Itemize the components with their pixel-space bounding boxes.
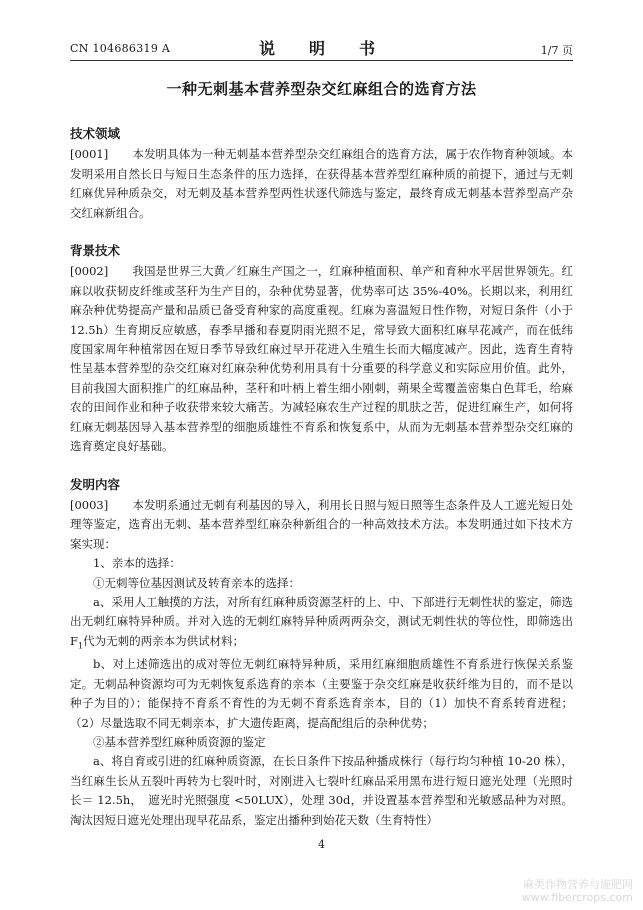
list-item-basic-nutrition: ②基本营养型红麻种质资源的鉴定 bbox=[93, 735, 266, 750]
patent-number: CN 104686319 A bbox=[70, 42, 171, 55]
section-heading-invention: 发明内容 bbox=[70, 476, 121, 492]
list-item-parent-selection: 1、亲本的选择： bbox=[93, 556, 181, 571]
section-heading-tech-field: 技术领域 bbox=[70, 126, 121, 141]
item-a-subscript: 1 bbox=[77, 641, 84, 651]
paragraph-text: 本发明系通过无刺有利基因的导入，利用长日照与短日照等生态条件及人工遮光短日处理等鉴定，选育出无刺、基本营养型红麻杂种新组合的一种高效技术方法。本发明通过如下技术方案实现： bbox=[70, 497, 573, 551]
paragraph-text: 我国是世界三大黄／红麻生产国之一，红麻种植面积、单产和育种水平居世界领先。红麻以收获韧皮纤维或茎秆为生产目的，杂种优势显著，优势率可达 35%-40%。长期以来，利用红麻杂种优势提高产量和品质已备受育种家的高度重视。红麻为喜温短日性作物，对短日条件（小于 12.5h）生育期反应敏感，春季早播和春夏阴雨光照不足，常导致大面积红麻早花减产，而在低纬度国家周年种植常因在短日季节导致红麻过早开花进入生殖生长而大幅度减产。因此，选育生育特性呈基本营养型的杂交红麻对红麻杂种优势利用具有十分重要的科学意义和实际应用价值。此外，目前我国大面积推广的红麻品种，茎秆和叶柄上着生细小刚刺，蒴果全莺覆盖密集白色茸毛，给麻农的田间作业和种子收获带来较大痛苦。为减轻麻农生产过程的肌肤之苦，促进红麻生产，如何将红麻无刺基因导入基本营养型的细胞质雄性不育系和恢复系中，从而为无刺基本营养型杂交红麻的选育奠定良好基础。 bbox=[70, 264, 573, 454]
header-divider bbox=[70, 60, 573, 61]
paragraph-0001 bbox=[70, 145, 573, 223]
paragraph-number: [0002] bbox=[70, 264, 109, 279]
header-title: 说 明 书 bbox=[258, 39, 384, 58]
list-item-a bbox=[70, 593, 573, 656]
document-body bbox=[70, 120, 573, 830]
page-number: 4 bbox=[318, 838, 325, 851]
watermark-line-2: www.fibercrops.com bbox=[521, 891, 633, 904]
paragraph-text: 本发明具体为一种无刺基本营养型杂交红麻组合的选育方法，属于农作物育种领域。本发明采用自然长日与短日生态条件的压力选择，在获得基本营养型红麻种质的前提下，通过与无刺红麻优异种质杂交，对无刺及基本营养型两性状逐代筛选与鉴定，最终育成无刺基本营养型高产杂交红麻新组合。 bbox=[70, 147, 573, 220]
watermark bbox=[522, 878, 633, 904]
watermark-line-1: 麻类作物营养与施肥网 bbox=[523, 878, 633, 891]
list-item-thornless-test: ①无刺等位基因测试及转育亲本的选择： bbox=[93, 575, 300, 590]
paragraph-0003 bbox=[70, 496, 573, 554]
paragraph-number: [0001] bbox=[70, 147, 109, 162]
document-title: 一种无刺基本营养型杂交红麻组合的选育方法 bbox=[166, 80, 477, 98]
page-count: 1/7 页 bbox=[540, 44, 573, 57]
item-a-text-end: 代为无刺的两亲本为供试材料； bbox=[83, 633, 245, 648]
list-item-c: a、将自育或引进的红麻种质资源，在长日条件下按品种播成株行（每行均匀种植 10-20 株），当红麻生长从五裂叶再转为七裂叶时，对刚进入七裂叶红麻品采用黑布进行短日遮光处理（光照时长＝ 12.5h， 遮光时光照强度 <50LUX），处理 30d，并设置基本营养型和光敏感品种为对照。淘汰因短日遮光处理出现早花品系，鉴定出播种到始花天数（生育特性） bbox=[70, 754, 573, 827]
page-header bbox=[70, 36, 573, 58]
item-a-text: a、采用人工触摸的方法，对所有红麻种质资源茎杆的上、中、下部进行无刺性状的鉴定，筛选出无刺红麻特异种质。并对入选的无刺红麻特异种质两两杂交，测试无刺性状的等位性，即筛选出 F bbox=[70, 594, 573, 648]
list-item-b: b、对上述筛选出的成对等位无刺红麻特异种质，采用红麻细胞质雄性不育系进行恢保关系鉴定。无刺品种资源均可为无刺恢复系选育的亲本（主要鉴于杂交红麻是收获纤维为目的，而不是以种子为目的）；能保持不育系不育性的为无刺不育系选育亲本，目的（1）加快不育系转育进程；（2）尽量选取不同无刺亲本，扩大遗传距离，提高配组后的杂种优势； bbox=[70, 657, 573, 730]
paragraph-number: [0003] bbox=[70, 497, 109, 512]
paragraph-0002 bbox=[70, 262, 573, 456]
section-heading-background: 背景技术 bbox=[70, 243, 121, 259]
